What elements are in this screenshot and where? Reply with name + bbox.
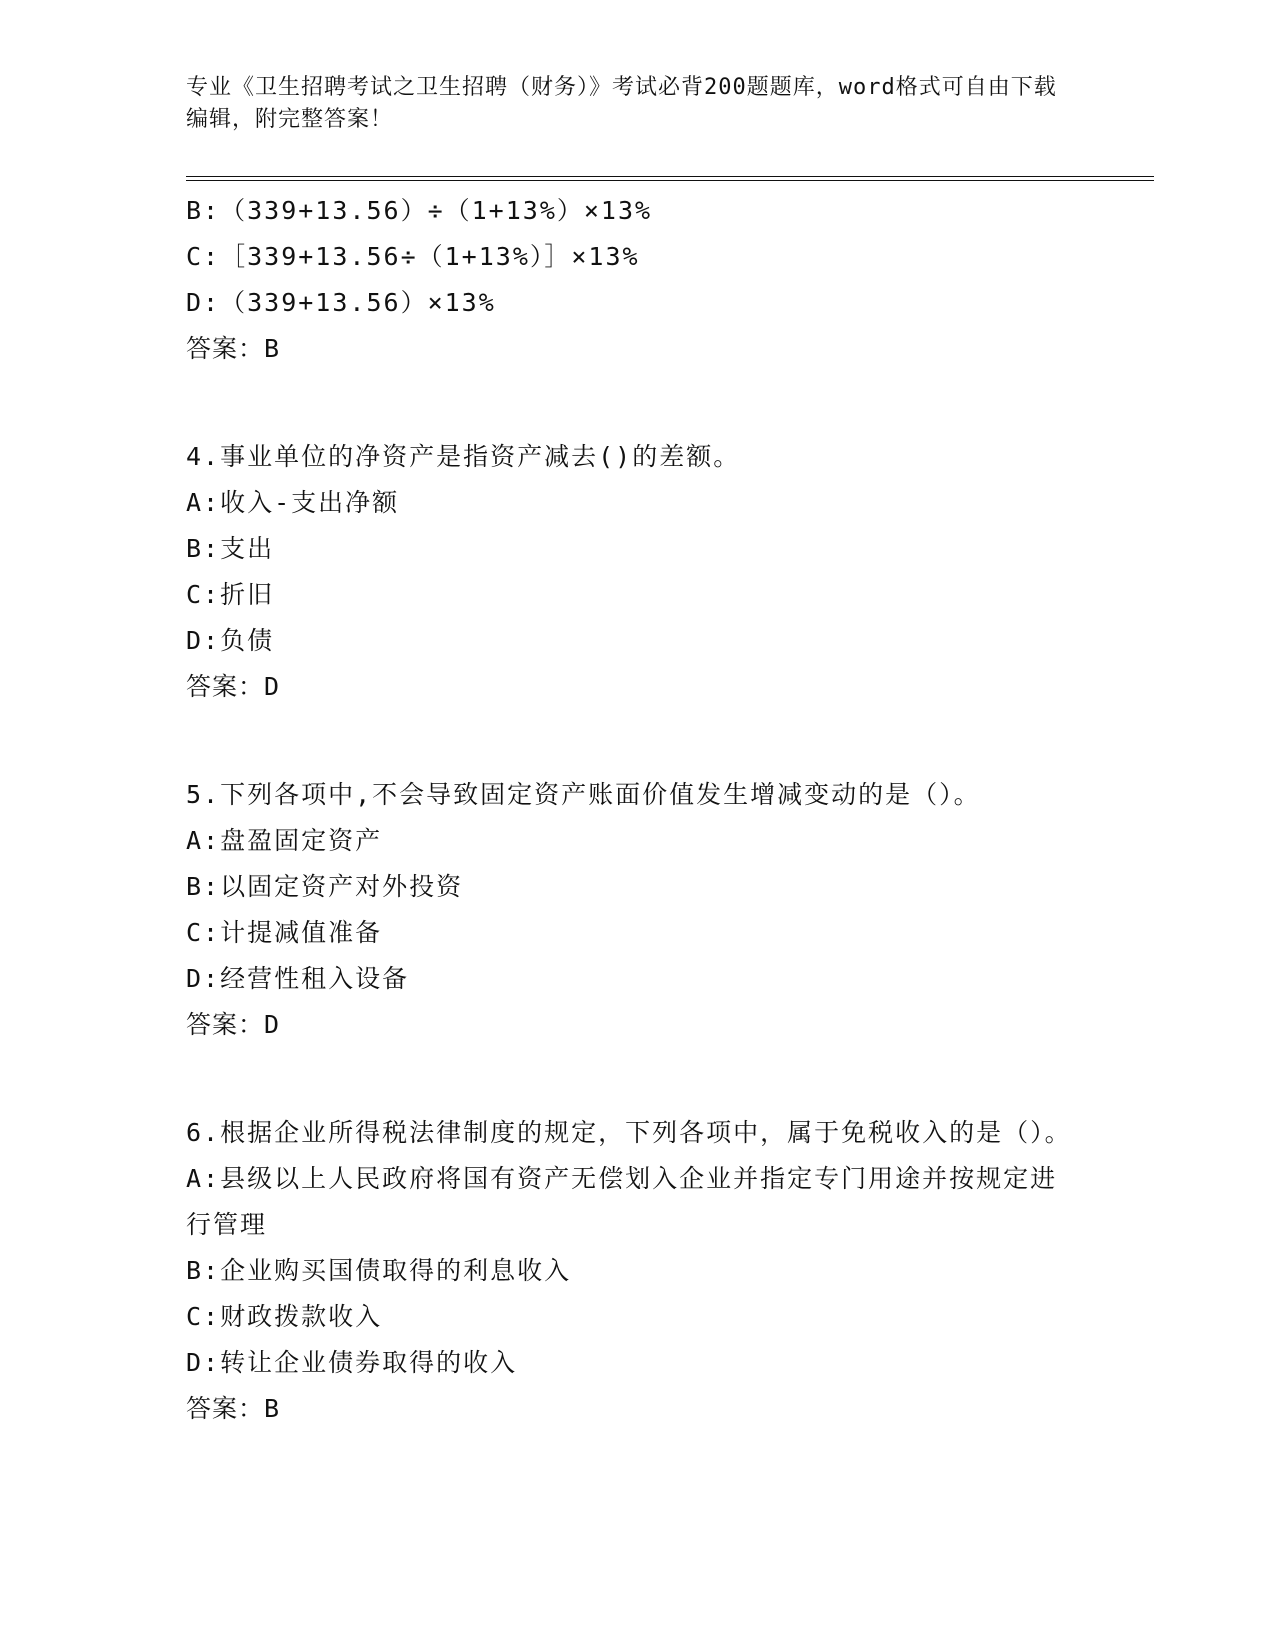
question-4 (186, 434, 1076, 710)
answer-line: 答案：B (186, 334, 281, 363)
option-b: B:支出 (186, 534, 275, 563)
spacer (186, 710, 1076, 772)
header-divider-top (186, 176, 1154, 177)
document-header (186, 72, 1066, 136)
option-d: D:负债 (186, 626, 275, 655)
option-a: A:县级以上人民政府将国有资产无偿划入企业并指定专门用途并按规定进行管理 (186, 1164, 1058, 1239)
question-6 (186, 1110, 1076, 1432)
option-c: C:计提减值准备 (186, 918, 383, 947)
question-3-continued (186, 188, 1076, 372)
question-stem: 4.事业单位的净资产是指资产减去()的差额。 (186, 442, 741, 471)
option-c: C:［339+13.56÷（1+13%）］×13% (186, 242, 640, 271)
option-b: B:企业购买国债取得的利息收入 (186, 1256, 572, 1285)
header-divider-bottom (186, 180, 1154, 181)
question-list (186, 188, 1076, 1432)
answer-line: 答案：D (186, 1010, 281, 1039)
option-a: A:收入-支出净额 (186, 488, 400, 517)
spacer (186, 372, 1076, 434)
option-a: A:盘盈固定资产 (186, 826, 383, 855)
option-c: C:财政拨款收入 (186, 1302, 383, 1331)
question-stem: 6.根据企业所得税法律制度的规定，下列各项中，属于免税收入的是（）。 (186, 1118, 1072, 1147)
spacer (186, 1048, 1076, 1110)
answer-line: 答案：B (186, 1394, 281, 1423)
option-b: B:（339+13.56）÷（1+13%）×13% (186, 196, 653, 225)
option-d: D:转让企业债券取得的收入 (186, 1348, 518, 1377)
answer-line: 答案：D (186, 672, 281, 701)
question-stem: 5.下列各项中,不会导致固定资产账面价值发生增减变动的是（）。 (186, 780, 981, 809)
option-b: B:以固定资产对外投资 (186, 872, 464, 901)
header-title: 专业《卫生招聘考试之卫生招聘（财务）》考试必背200题题库，word格式可自由下载编辑，附完整答案！ (186, 75, 1057, 132)
option-d: D:（339+13.56）×13% (186, 288, 496, 317)
option-c: C:折旧 (186, 580, 275, 609)
option-d: D:经营性租入设备 (186, 964, 410, 993)
question-5 (186, 772, 1076, 1048)
